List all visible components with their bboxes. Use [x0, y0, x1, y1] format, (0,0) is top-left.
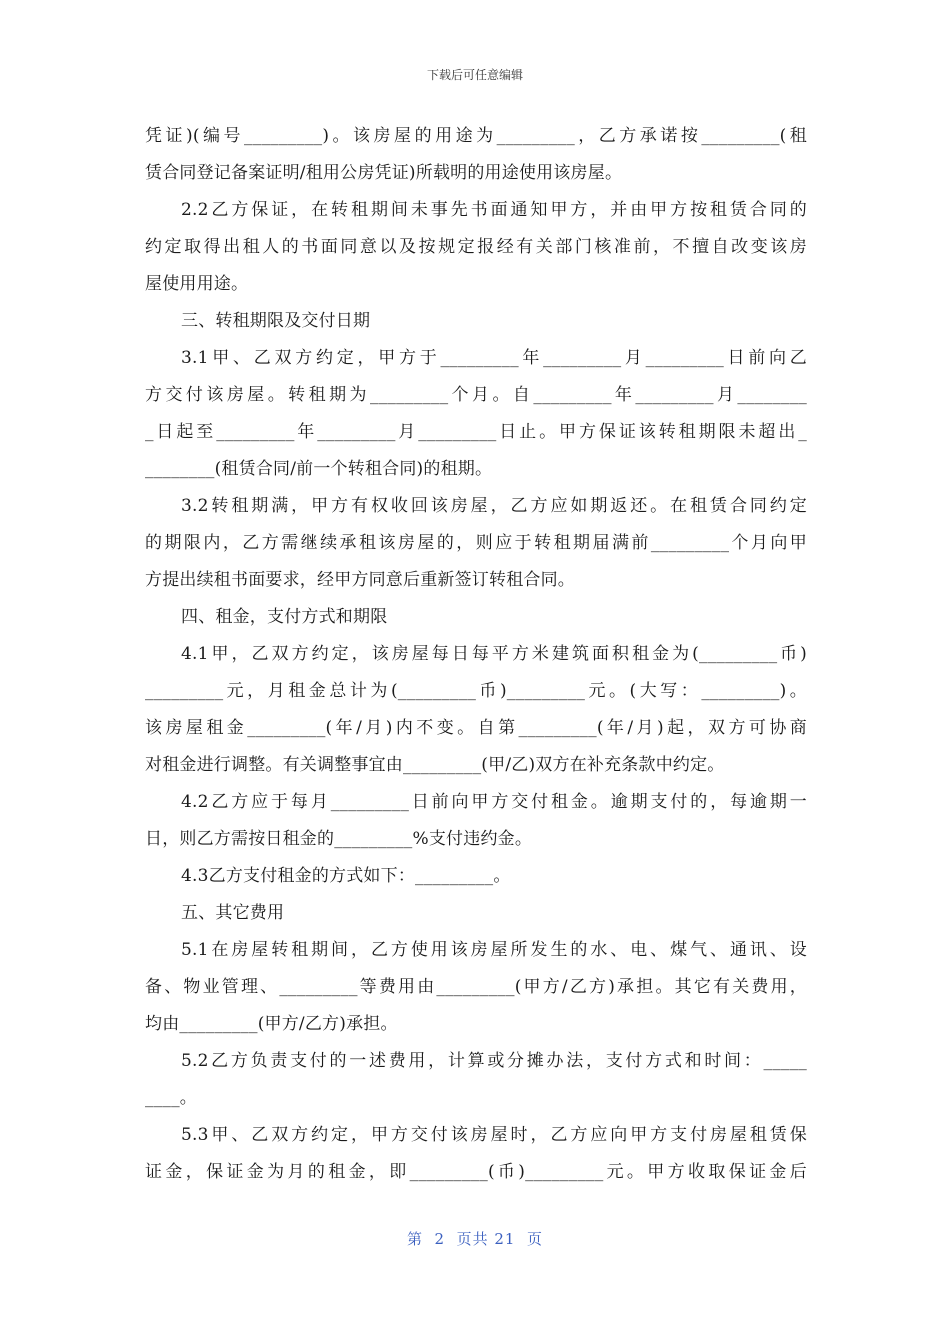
section-heading: 四、租金，支付方式和期限 [181, 607, 388, 627]
text-line: 5.3甲、乙双方约定，甲方交付该房屋时，乙方应向甲方支付房屋租赁保 [181, 1125, 807, 1145]
text-line: 屋使用用途。 [145, 274, 249, 294]
text-line: 约定取得出租人的书面同意以及按规定报经有关部门核准前，不擅自改变该房 [145, 237, 807, 257]
text-line: 对租金进行调整。有关调整事宜由_________(甲/乙)双方在补充条款中约定。 [145, 755, 725, 775]
text-line: 4.2乙方应于每月_________日前向甲方交付租金。逾期支付的，每逾期一 [181, 792, 807, 812]
text-line: 赁合同登记备案证明/租用公房凭证)所载明的用途使用该房屋。 [145, 163, 623, 183]
text-line: _________元，月租金总计为(_________币)_________元。(大写：_________)。 [145, 681, 807, 701]
text-line: 3.1甲、乙双方约定，甲方于_________年_________月_________日前向乙 [181, 348, 807, 368]
text-line: 该房屋租金_________(年/月)内不变。自第_________(年/月)起，双方可协商 [145, 718, 807, 738]
text-line: 2.2乙方保证，在转租期间未事先书面通知甲方，并由甲方按租赁合同的 [181, 200, 807, 220]
text-line: 备、物业管理、_________等费用由_________(甲方/乙方)承担。其它有关费用， [145, 977, 807, 997]
text-line: ____。 [145, 1088, 197, 1108]
text-line: 方交付该房屋。转租期为_________个月。自_________年_________月________ [145, 385, 807, 405]
text-line: 4.3乙方支付租金的方式如下：_________。 [181, 866, 511, 886]
text-line: 均由_________(甲方/乙方)承担。 [145, 1014, 398, 1034]
page-number-footer: 第 2 页共 21 页 [406, 1230, 543, 1248]
text-line: 4.1甲，乙双方约定，该房屋每日每平方米建筑面积租金为(_________币) [181, 644, 807, 664]
text-line: 5.1在房屋转租期间，乙方使用该房屋所发生的水、电、煤气、通讯、设 [181, 940, 807, 960]
section-heading: 五、其它费用 [181, 903, 285, 923]
text-line: 5.2乙方负责支付的一述费用，计算或分摊办法，支付方式和时间：_____ [181, 1051, 807, 1071]
document-body [145, 118, 807, 1191]
text-line: 方提出续租书面要求，经甲方同意后重新签订转租合同。 [145, 570, 575, 590]
text-line: _日起至_________年_________月_________日止。甲方保证该转租期限未超出_ [145, 422, 807, 442]
section-heading: 三、转租期限及交付日期 [181, 311, 371, 331]
text-line: 3.2转租期满，甲方有权收回该房屋，乙方应如期返还。在租赁合同约定 [181, 496, 807, 516]
text-line: 凭证)(编号_________)。该房屋的用途为_________，乙方承诺按_________(租 [145, 126, 807, 146]
page-header-note: 下载后可任意编辑 [426, 68, 523, 82]
text-line: 的期限内，乙方需继续承租该房屋的，则应于转租期届满前_________个月向甲 [145, 533, 807, 553]
text-line: 日，则乙方需按日租金的_________%支付违约金。 [145, 829, 533, 849]
text-line: 证金，保证金为月的租金，即_________(币)_________元。甲方收取保证金后 [145, 1162, 807, 1182]
text-line: ________(租赁合同/前一个转租合同)的租期。 [145, 459, 493, 479]
